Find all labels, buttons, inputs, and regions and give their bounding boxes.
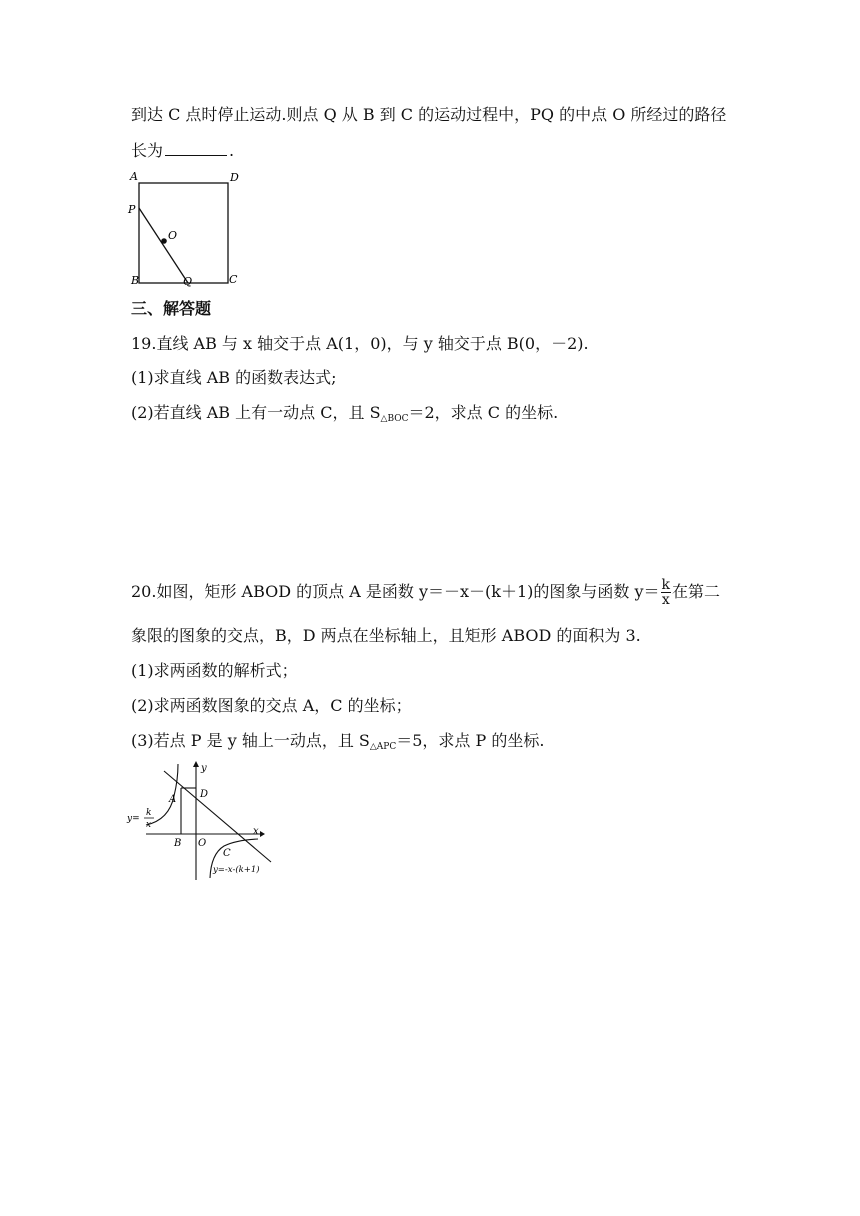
q20-fraction <box>661 578 671 607</box>
q20-stem <box>131 578 720 607</box>
curve-label-num: k <box>146 808 152 818</box>
label-O: O <box>168 229 178 242</box>
x-axis-arrow <box>260 831 265 837</box>
label-D: D <box>200 789 209 800</box>
line-label: y=-x-(k+1) <box>213 865 260 875</box>
q20-part1: (1)求两函数的解析式； <box>131 661 298 680</box>
segment-PQ <box>139 208 188 283</box>
q19-stem: 19.直线 AB 与 x 轴交于点 A(1，0)，与 y 轴交于点 B(0，－2). <box>131 334 589 353</box>
label-B: B <box>131 274 140 287</box>
label-D: D <box>230 171 239 184</box>
q20-stem-line2: 象限的图象的交点，B，D 两点在坐标轴上，且矩形 ABOD 的面积为 3. <box>131 626 641 645</box>
intro-line-2-end: . <box>229 141 235 160</box>
intro-line-1: 到达 C 点时停止运动.则点 Q 从 B 到 C 的运动过程中，PQ 的中点 O 所经过的路径 <box>131 105 727 124</box>
square-ABCD <box>139 183 228 283</box>
label-C: C <box>229 273 238 286</box>
section-title: 三、解答题 <box>131 299 212 318</box>
q19-part2 <box>131 402 558 430</box>
q20-part3-text: (3)若点 P 是 y 轴上一动点，且 S <box>131 731 370 750</box>
label-A: A <box>169 794 177 805</box>
q19-part2-end: ＝2，求点 C 的坐标. <box>408 403 559 422</box>
label-Q: Q <box>183 275 193 288</box>
label-y-axis: y <box>201 763 207 774</box>
graph-figure <box>126 758 286 882</box>
q20-part3-end: ＝5，求点 P 的坐标. <box>396 731 545 750</box>
q20-stem-text: 20.如图，矩形 ABOD 的顶点 A 是函数 y＝－x－(k＋1)的图象与函数 y＝ <box>131 582 660 601</box>
midpoint-O <box>161 238 167 244</box>
q20-part2: (2)求两函数图象的交点 A，C 的坐标； <box>131 696 412 715</box>
q19-part1: (1)求直线 AB 的函数表达式; <box>131 368 337 387</box>
answer-blank <box>165 141 227 156</box>
q20-stem-end: 在第二 <box>672 582 721 601</box>
q20-frac-den: x <box>661 592 670 608</box>
intro-line-2-text: 长为 <box>131 141 164 160</box>
intro-line-2 <box>131 140 234 162</box>
q20-frac-num: k <box>661 577 671 593</box>
label-A: A <box>130 170 138 183</box>
label-P: P <box>128 203 136 216</box>
y-axis-arrow <box>193 761 199 767</box>
curve-label-prefix: y= <box>127 814 140 824</box>
q19-area-subscript: △BOC <box>380 414 409 424</box>
curve-label-den: x <box>146 820 152 830</box>
q19-part2-text: (2)若直线 AB 上有一动点 C，且 S <box>131 403 381 422</box>
label-B: B <box>174 838 182 849</box>
q20-area-subscript: △APC <box>369 742 397 752</box>
label-x-axis: x <box>253 826 259 837</box>
square-figure <box>126 168 246 290</box>
q20-part3 <box>131 730 544 758</box>
label-O: O <box>198 838 207 849</box>
label-C: C <box>223 848 231 859</box>
